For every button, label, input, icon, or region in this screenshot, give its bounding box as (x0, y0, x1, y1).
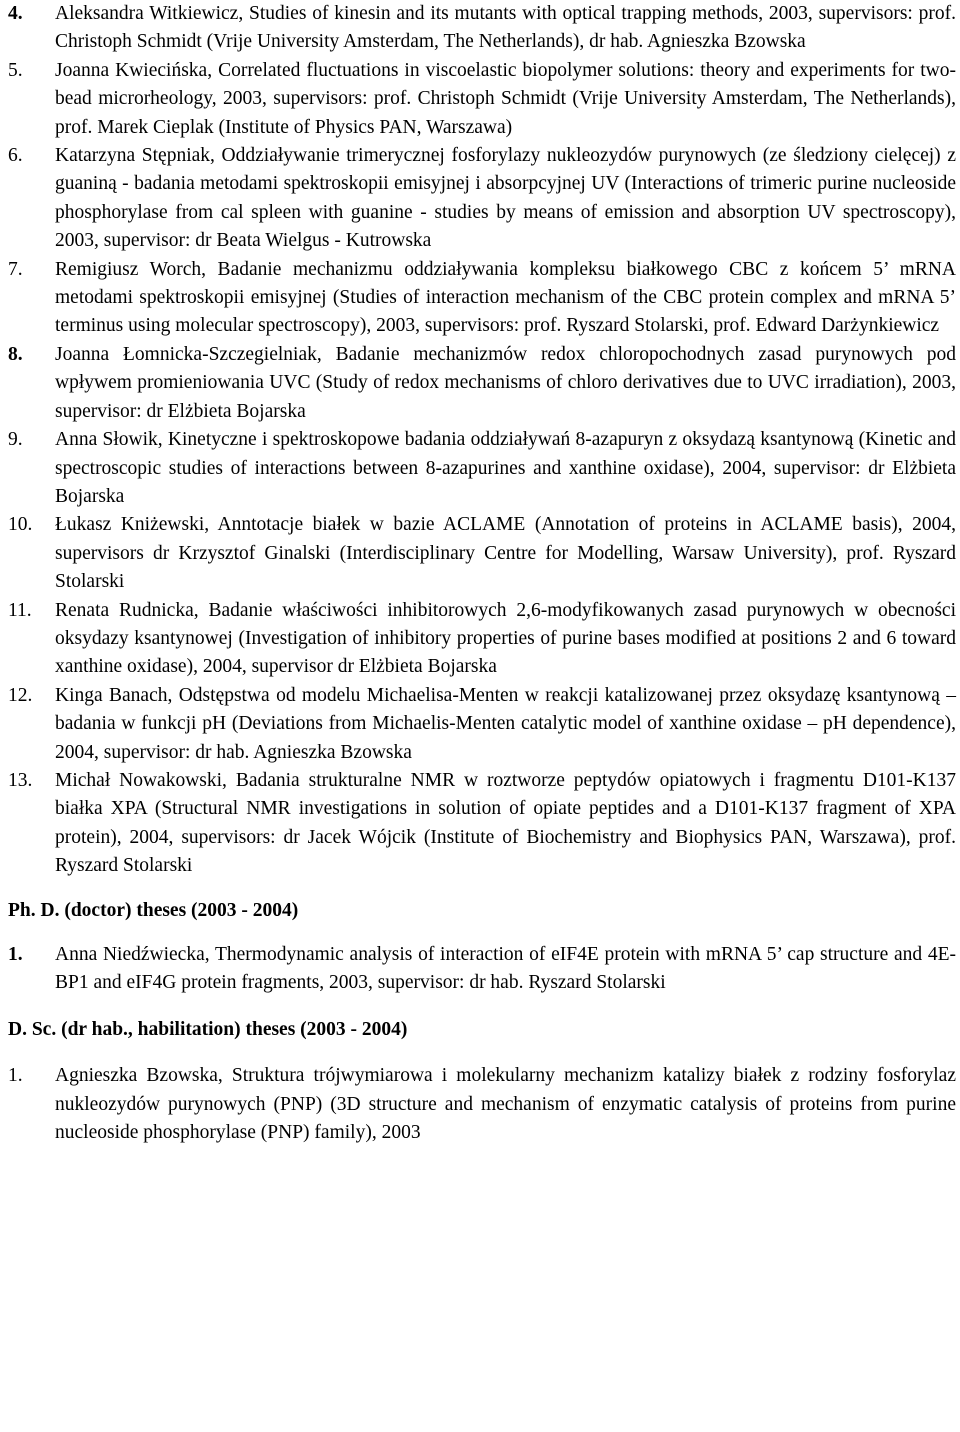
list-item (8, 597, 956, 682)
item-number: 13. (8, 769, 33, 791)
list-item (8, 1062, 956, 1147)
item-number: 4. (8, 3, 23, 24)
list-item (8, 682, 956, 767)
item-number: 10. (8, 514, 33, 536)
item-text: Joanna Kwiecińska, Correlated fluctuations in viscoelastic biopolymer solutions: theory and experiments for two-bead microrheology, 2003, supervisors: prof. Christoph Schmidt (Vrije University Amsterdam, The Netherlands), prof. Marek Cieplak (Institute of Physics PAN, Warszawa) (55, 59, 956, 138)
item-text: Renata Rudnicka, Badanie właściwości inhibitorowych 2,6-modyfikowanych zasad purynowych w obecności oksydazy ksantynowej (Investigation of inhibitory properties of purine bases modified at positions 2 and 6 toward xanthine oxidase), 2004, supervisor dr Elżbieta Bojarska (55, 599, 956, 678)
item-text: Joanna Łomnicka-Szczegielniak, Badanie mechanizmów redox chloropochodnych zasad purynowych pod wpływem promieniowania UVC (Study of redox mechanisms of chloro derivatives due to UVC irradiation), 2003, supervisor: dr Elżbieta Bojarska (55, 343, 956, 422)
dsc-theses-list (8, 1062, 956, 1147)
item-text: Łukasz Kniżewski, Anntotacje białek w bazie ACLAME (Annotation of proteins in ACLAME basis), 2004, supervisors dr Krzysztof Ginalski (Interdisciplinary Centre for Modelling, Warsaw University), prof. Ryszard Stolarski (55, 514, 956, 593)
item-number: 8. (8, 343, 23, 365)
item-text: Anna Niedźwiecka, Thermodynamic analysis of interaction of eIF4E protein with mRNA 5’ cap structure and 4E-BP1 and eIF4G protein fragments, 2003, supervisor: dr hab. Ryszard Stolarski (55, 944, 956, 994)
item-text: Kinga Banach, Odstępstwa od modelu Michaelisa-Menten w reakcji katalizowanej przez oksydazę ksantynową – badania w funkcji pH (Deviations from Michaelis-Menten catalytic model of xanthine oxidase – pH dependence), 2004, supervisor: dr hab. Agnieszka Bzowska (55, 684, 956, 763)
list-item (8, 426, 956, 511)
item-text: Agnieszka Bzowska, Struktura trójwymiarowa i molekularny mechanizm katalizy białek z rodziny fosforylaz nukleozydów purynowych (PNP) (3D structure and mechanism of enzymatic catalysis of proteins from purine nucleoside phosphorylase (PNP) family), 2003 (55, 1065, 956, 1144)
list-item (8, 767, 956, 881)
item-text: Michał Nowakowski, Badania strukturalne NMR w roztworze peptydów opiatowych i fragmentu D101-K137 białka XPA (Structural NMR investigations in solution of opiate peptides and a D101-K137 fragment of XPA protein), 2004, supervisors: dr Jacek Wójcik (Institute of Biochemistry and Biophysics PAN, Warszawa), prof. Ryszard Stolarski (55, 769, 956, 877)
item-number: 12. (8, 684, 33, 706)
list-item (8, 57, 956, 142)
dsc-section-heading: D. Sc. (dr hab., habilitation) theses (2003 - 2004) (8, 1018, 408, 1040)
list-item (8, 256, 956, 341)
phd-section-heading: Ph. D. (doctor) theses (2003 - 2004) (8, 899, 299, 921)
list-item (8, 341, 956, 426)
item-text: Aleksandra Witkiewicz, Studies of kinesin and its mutants with optical trapping methods, 2003, supervisors: prof. Christoph Schmidt (Vrije University Amsterdam, The Netherlands), dr hab. Agnieszka Bzowska (55, 3, 956, 53)
master-theses-list (8, 0, 956, 881)
item-number: 5. (8, 59, 23, 81)
item-number: 7. (8, 258, 23, 280)
phd-theses-list (8, 941, 956, 998)
item-text: Katarzyna Stępniak, Oddziaływanie trimerycznej fosforylazy nukleozydów purynowych (ze śledziony cielęcej) z guaniną - badania metodami spektroskopii emisyjnej i absorpcyjnej UV (Interactions of trimeric purine nucleoside phosphorylase from cal spleen with guanine - studies by means of emission and absorption UV spectroscopy), 2003, supervisor: dr Beata Wielgus - Kutrowska (55, 145, 956, 252)
item-text: Remigiusz Worch, Badanie mechanizmu oddziaływania kompleksu białkowego CBC z końcem 5’ mRNA metodami spektroskopii emisyjnej (Studies of interaction mechanism of the CBC protein complex and mRNA 5’ terminus using molecular spectroscopy), 2003, supervisors: prof. Ryszard Stolarski, prof. Edward Darżynkiewicz (55, 258, 956, 337)
list-item (8, 142, 956, 256)
item-text: Anna Słowik, Kinetyczne i spektroskopowe badania oddziaływań 8-azapuryn z oksydazą ksantynową (Kinetic and spectroscopic studies of interactions between 8-azapurines and xanthine oxidase), 2004, supervisor: dr Elżbieta Bojarska (55, 429, 956, 507)
item-number: 1. (8, 1065, 23, 1087)
item-number: 6. (8, 145, 23, 167)
list-item (8, 941, 956, 998)
item-number: 9. (8, 429, 23, 451)
list-item (8, 511, 956, 596)
item-number: 11. (8, 599, 32, 621)
list-item (8, 0, 956, 57)
item-number: 1. (8, 944, 23, 965)
